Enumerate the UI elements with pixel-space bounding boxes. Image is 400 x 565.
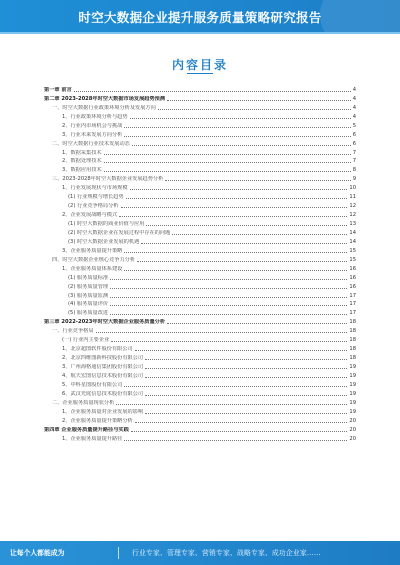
toc-entry[interactable] <box>44 236 356 245</box>
toc-entry-page: 19 <box>349 372 356 379</box>
toc-dot-leader <box>165 180 350 181</box>
toc-dot-leader <box>104 162 351 163</box>
toc-entry[interactable] <box>44 93 356 102</box>
toc-entry-page: 18 <box>349 337 356 344</box>
toc-entry-page: 8 <box>352 167 356 174</box>
toc-dot-leader <box>172 234 347 235</box>
toc-entry-label: 2、数据处理技术 <box>62 158 102 165</box>
toc-entry[interactable] <box>44 433 356 442</box>
toc-dot-leader <box>116 404 347 405</box>
toc-entry-label: 3、企业服务质量提升策略 <box>62 247 123 254</box>
toc-dot-leader <box>145 377 347 378</box>
toc-entry-label: (3) 时空大数据企业发展的机遇 <box>68 238 140 245</box>
toc-entry[interactable] <box>44 173 356 182</box>
toc-entry[interactable] <box>44 397 356 406</box>
toc-entry[interactable] <box>44 120 356 129</box>
toc-dot-leader <box>124 440 347 441</box>
toc-entry[interactable] <box>44 164 356 173</box>
toc-entry-page: 18 <box>349 328 356 335</box>
document-title: 时空大数据企业提升服务质量策略研究报告 <box>78 10 322 25</box>
toc-entry[interactable] <box>44 209 356 218</box>
toc-dot-leader <box>104 154 351 155</box>
toc-entry-page: 15 <box>349 247 356 254</box>
footer-slogan-left: 让每个人都能成为 <box>10 549 65 557</box>
toc-entry[interactable] <box>44 111 356 120</box>
toc-entry[interactable] <box>44 138 356 147</box>
toc-entry[interactable] <box>44 370 356 379</box>
toc-entry-label: 2、企业发展战略与模式 <box>62 212 118 219</box>
toc-entry-page: 17 <box>349 301 356 308</box>
toc-entry-page: 4 <box>352 104 356 111</box>
toc-entry-label: (1) 行业规模与增长趋势 <box>68 194 124 201</box>
toc-dot-leader <box>124 136 350 137</box>
toc-entry-label: 二、时空大数据行业技术发展动态 <box>52 140 130 147</box>
toc-dot-leader <box>132 145 351 146</box>
toc-dot-leader <box>145 359 347 360</box>
toc-entry[interactable] <box>44 352 356 361</box>
footer-slogan-right: 行业专家、管理专家、营销专家、战略专家、成功企业家…… <box>132 549 321 557</box>
toc-entry-label: 二、企业服务质量现状分析 <box>52 399 115 406</box>
footer-divider <box>118 547 119 559</box>
toc-dot-leader <box>110 314 347 315</box>
toc-entry-label: 2、企业服务质量提升策略分析 <box>62 417 133 424</box>
toc-entry-page: 16 <box>349 274 356 281</box>
toc-dot-leader <box>124 270 347 271</box>
toc-dot-leader <box>145 395 347 396</box>
toc-entry-label: (2) 服务质量管理 <box>68 283 109 290</box>
toc-entry[interactable] <box>44 406 356 415</box>
toc-entry-label: 1、北京超图软件股份有限公司 <box>62 346 133 353</box>
toc-dot-leader <box>135 422 348 423</box>
toc-dot-leader <box>104 171 351 172</box>
toc-entry-page: 4 <box>352 113 356 120</box>
toc-entry[interactable] <box>44 102 356 111</box>
toc-entry-page: 17 <box>349 310 356 317</box>
toc-entry-label: 一、时空大数据行业政策环境分析及发展方向 <box>52 104 156 111</box>
toc-dot-leader <box>124 127 350 128</box>
toc-entry-page: 7 <box>352 149 356 156</box>
toc-entry-label: (一) 行业内主要企业 <box>62 337 110 344</box>
toc-entry[interactable] <box>44 156 356 165</box>
toc-dot-leader <box>110 279 347 280</box>
toc-dot-leader <box>110 288 347 289</box>
toc-entry-page: 5 <box>352 122 356 129</box>
toc-entry[interactable] <box>44 254 356 263</box>
toc-entry[interactable] <box>44 379 356 388</box>
toc-entry-page: 11 <box>349 194 356 201</box>
toc-entry-label: 第三章 2022-2023年时空大数据企业服务质量分析 <box>44 319 166 326</box>
toc-entry-page: 9 <box>352 176 356 183</box>
toc-entry-label: (3) 服务质量监测 <box>68 292 109 299</box>
toc-entry-page: 18 <box>349 346 356 353</box>
toc-entry-label: 1、企业服务质量体系建设 <box>62 265 123 272</box>
toc-entry-page: 10 <box>349 185 356 192</box>
toc-dot-leader <box>74 91 351 92</box>
toc-entry[interactable] <box>44 191 356 200</box>
toc-dot-leader <box>145 413 347 414</box>
toc-entry-page: 13 <box>349 221 356 227</box>
table-of-contents <box>44 84 356 442</box>
toc-entry-page: 20 <box>349 417 356 424</box>
toc-entry[interactable] <box>44 200 356 209</box>
toc-entry[interactable] <box>44 361 356 370</box>
toc-entry[interactable] <box>44 316 356 325</box>
toc-entry-label: 第二章 2023-2028年时空大数据市场发展趋势预测 <box>44 95 166 102</box>
toc-entry-page: 12 <box>349 212 356 219</box>
toc-entry-label: (4) 服务质量评价 <box>68 301 109 308</box>
toc-entry-page: 19 <box>349 381 356 388</box>
toc-dot-leader <box>124 386 347 387</box>
toc-entry-label: 3、广州海格通信集团股份有限公司 <box>62 364 144 370</box>
toc-entry-page: 16 <box>349 265 356 272</box>
toc-entry[interactable] <box>44 334 356 343</box>
toc-entry-page: 4 <box>352 95 356 102</box>
toc-dot-leader <box>131 431 348 432</box>
toc-entry[interactable] <box>44 129 356 138</box>
toc-entry[interactable] <box>44 424 356 433</box>
toc-entry-label: (2) 时空大数据企业在发展过程中存在的问题 <box>68 229 171 236</box>
toc-dot-leader <box>145 368 347 369</box>
toc-dot-leader <box>137 261 347 262</box>
toc-entry[interactable] <box>44 290 356 299</box>
toc-heading-underline <box>187 73 213 74</box>
toc-entry-page: 18 <box>349 355 356 362</box>
toc-entry-label: 1、数据采集技术 <box>62 149 102 156</box>
toc-dot-leader <box>135 350 348 351</box>
toc-entry-page: 17 <box>349 292 356 299</box>
toc-entry-label: (1) 服务质量标准 <box>68 274 109 281</box>
toc-entry-page: 14 <box>349 229 356 236</box>
toc-entry-page: 14 <box>349 238 356 245</box>
toc-dot-leader <box>158 109 351 110</box>
toc-entry-label: (1) 时空大数据的商业价值与应用 <box>68 221 145 227</box>
toc-entry-label: 6、武汉光庭信息技术股份有限公司 <box>62 390 144 397</box>
toc-dot-leader <box>111 341 347 342</box>
toc-entry-page: 20 <box>349 435 356 442</box>
toc-dot-leader <box>167 100 351 101</box>
header-divider <box>0 32 400 34</box>
toc-entry-label: 一、行业竞争格局 <box>52 328 94 335</box>
document-footer <box>0 541 400 565</box>
toc-entry-label: (5) 服务质量改进 <box>68 310 109 317</box>
toc-dot-leader <box>141 243 347 244</box>
toc-dot-leader <box>126 198 348 199</box>
toc-dot-leader <box>124 252 347 253</box>
toc-entry-page: 7 <box>352 158 356 165</box>
toc-entry[interactable] <box>44 272 356 281</box>
toc-entry-page: 18 <box>349 319 356 326</box>
toc-entry-label: 3、行业未来发展方向分析 <box>62 131 123 138</box>
toc-dot-leader <box>110 305 347 306</box>
toc-entry[interactable] <box>44 325 356 334</box>
toc-entry[interactable] <box>44 227 356 236</box>
toc-dot-leader <box>130 189 348 190</box>
toc-dot-leader <box>110 297 347 298</box>
toc-entry[interactable] <box>44 182 356 191</box>
toc-entry-page: 6 <box>352 140 356 147</box>
toc-entry-label: 三、2023-2028年时空大数据企业发展趋势分析 <box>52 176 164 183</box>
toc-entry[interactable] <box>44 147 356 156</box>
toc-entry-label: (2) 行业竞争格局分析 <box>68 203 119 210</box>
toc-dot-leader <box>96 332 348 333</box>
toc-entry-page: 12 <box>349 203 356 210</box>
toc-entry[interactable] <box>44 343 356 352</box>
toc-dot-leader <box>119 216 347 217</box>
toc-dot-leader <box>121 207 348 208</box>
toc-entry-page: 20 <box>349 426 356 433</box>
toc-entry[interactable] <box>44 307 356 316</box>
toc-entry-label: 4、航天宏图信息技术股份有限公司 <box>62 372 144 379</box>
toc-entry-label: 第一章 前言 <box>44 86 72 93</box>
toc-entry[interactable] <box>44 245 356 254</box>
toc-entry-label: 1、行业发展现状与市场规模 <box>62 185 128 192</box>
toc-entry[interactable] <box>44 281 356 290</box>
toc-entry-page: 16 <box>349 283 356 290</box>
toc-entry-label: 1、企业服务质量对企业发展的影响 <box>62 408 144 415</box>
toc-entry-page: 4 <box>352 86 356 93</box>
toc-entry[interactable] <box>44 299 356 308</box>
toc-entry[interactable] <box>44 263 356 272</box>
toc-entry-label: 第四章 企业服务质量提升路径与实践 <box>44 426 129 433</box>
toc-dot-leader <box>146 225 347 226</box>
toc-entry[interactable] <box>44 84 356 93</box>
toc-entry[interactable] <box>44 388 356 397</box>
toc-entry-label: 2、北京四维图新科技股份有限公司 <box>62 355 144 362</box>
toc-entry-label: 2、行业内市场机会与挑战 <box>62 122 123 129</box>
toc-entry-page: 19 <box>349 390 356 397</box>
toc-dot-leader <box>130 118 351 119</box>
toc-entry-page: 6 <box>352 131 356 138</box>
toc-entry-label: 1、企业服务质量提升路径 <box>62 435 123 442</box>
toc-entry-page: 19 <box>349 408 356 415</box>
toc-entry-page: 15 <box>349 256 356 263</box>
toc-entry-page: 19 <box>349 364 356 370</box>
toc-entry[interactable] <box>44 415 356 424</box>
toc-entry-page: 19 <box>349 399 356 406</box>
toc-entry-label: 1、行业政策环境分析与趋势 <box>62 113 128 120</box>
toc-entry-label: 5、中科星图股份有限公司 <box>62 381 123 388</box>
toc-entry-label: 四、时空大数据企业核心竞争力分析 <box>52 256 136 263</box>
toc-heading: 内容目录 <box>171 58 228 72</box>
document-header <box>0 0 400 32</box>
toc-dot-leader <box>167 323 347 324</box>
toc-entry[interactable] <box>44 218 356 227</box>
toc-entry-label: 3、数据应用技术 <box>62 167 102 174</box>
